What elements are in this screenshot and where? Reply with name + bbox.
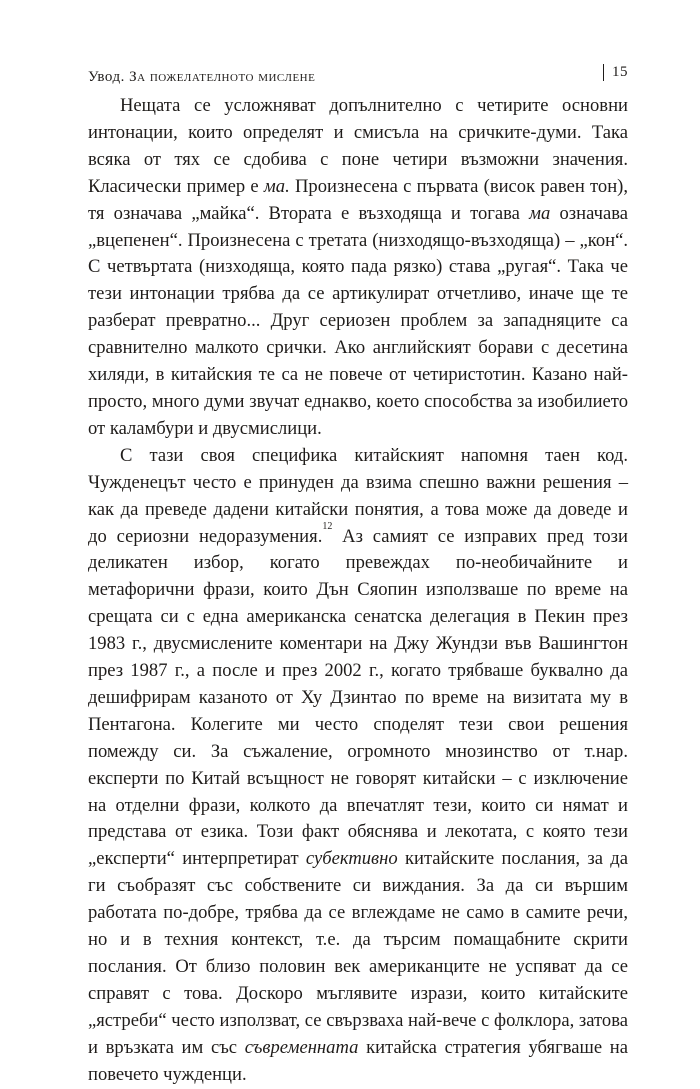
running-title-rest: За пожелателното мислене: [129, 69, 316, 85]
page-number: 15: [612, 64, 628, 80]
body-paragraph: [88, 443, 628, 1089]
text-run: Нещата се усложняват допълнително с четирите основни интонации, които определят и смисъла на сричките-думи. Така всяка от тях се сдобива с поне четири възможни значения. Класически пример е: [88, 95, 628, 197]
text-run: С тази своя специфика китайският напомня таен код. Чужденецът често е принуден да взима спешно важни решения – как да преведе дадени китайски понятия, а това може да доведе и до сериозни недоразумения.: [88, 444, 628, 547]
running-head: [88, 64, 628, 86]
italic-term: ма.: [263, 175, 290, 197]
page-number-divider: [603, 64, 604, 81]
italic-term: субективно: [305, 848, 398, 870]
body-text: [88, 93, 628, 1089]
italic-term: съвременната: [244, 1036, 359, 1058]
text-run: Произнесена с първата (висок равен тон), тя означава „майка“. Втората е възходяща и тогава: [88, 175, 628, 224]
running-title: [88, 69, 315, 86]
italic-term: ма: [529, 202, 551, 224]
running-title-chapter: Увод.: [88, 69, 125, 85]
page-number-block: [603, 64, 628, 81]
footnote-ref: 12: [322, 521, 333, 533]
text-run: Аз самият се изправих пред този деликатен избор, когато превеждах по-необичайните и метафорични фрази, които Дън Сяопин използваше по време на срещата си с една американска сенатска делегация в Пекин през 1983 г., двусмислените коментари на Джу Жундзи във Вашингтон през 1987 г., а после и през 2002 г., когато трябваше буквално да дешифрирам казаното от Ху Дзинтао по време на визитата му в Пентагона. Колегите ми често споделят тези свои решения помежду си. За съжаление, огромното мнозинство от т.нар. експерти по Китай всъщност не говорят китайски – с изключение на отделни фрази, колкото да впечатлят тези, които си нямат и представа от езика. Този факт обяснява и лекотата, с която тези „експерти“ интерпретират: [88, 525, 628, 870]
text-run: означава „вцепенен“. Произнесена с третата (низходящо-възходяща) – „кон“. С четвъртата (низходяща, която пада рязко) става „ругая“. Така че тези интонации трябва да се артикулират отчетливо, иначе ще те разберат превратно... Друг сериозен проблем за западняците са сравнително малкото срички. Ако английският борави с десетина хиляди, в китайския те са не повече от четиристотин. Казано най-просто, много думи звучат еднакво, което способства за изобилието от каламбури и двусмислици.: [88, 202, 628, 439]
body-paragraph: [88, 93, 628, 443]
text-run: китайска стратегия убягваше на повечето чужденци.: [88, 1036, 628, 1085]
text-run: китайските послания, за да ги съобразят със собствените си виждания. За да си вършим работата по-добре, трябва да се вглеждаме не само в самите речи, но и в техния контекст, т.е. да търсим помащабните скрити послания. От близо половин век американците не успяват да се справят с това. Доскоро мъглявите изрази, които китайските „ястреби“ често използват, се свързваха най-вече с фолклора, затова и връзката им със: [88, 848, 628, 1058]
